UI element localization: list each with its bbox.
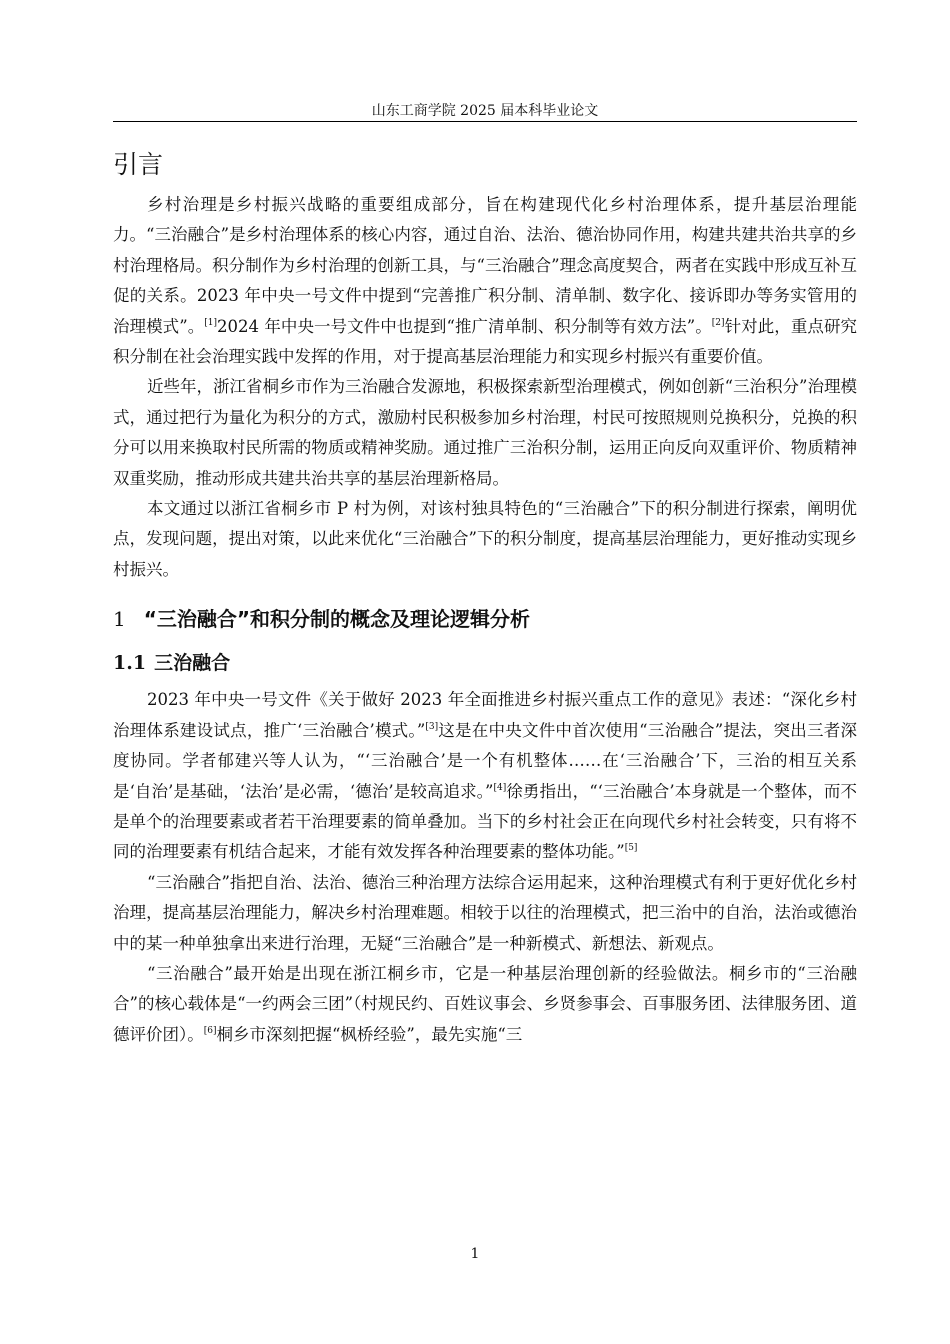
intro-paragraph-1: [113, 190, 857, 372]
header-rule: [113, 121, 857, 122]
s11-p1-text-c: 徐勇指出，“‘三治融合’本身就是一个整体，而不是单个的治理要素或者若干治理要素的简单叠加。当下的乡村社会正在向现代乡村社会转变，只有将不同的治理要素有机结合起来，才能有效发挥各种治理要素的整体功能。”: [113, 781, 857, 862]
section-1-1-number: 1.1: [113, 652, 147, 675]
s11-p1-text-a: 2023 年中央一号文件《关于做好 2023 年全面推进乡村振兴重点工作的意见》表述：“深化乡村治理体系建设试点，推广‘三治融合’模式。”: [113, 690, 857, 740]
intro-p1-text-c: 针对此，重点研究积分制在社会治理实践中发挥的作用，对于提高基层治理能力和实现乡村振兴有重要价值。: [113, 316, 858, 367]
page-number: 1: [470, 1246, 480, 1262]
section-1-heading: [113, 597, 857, 641]
citation-ref: [1]: [204, 317, 218, 328]
section-1-1-paragraph-3: [113, 959, 857, 1050]
section-1-title: “三治融合”和积分制的概念及理论逻辑分析: [143, 607, 531, 632]
section-1-number: 1: [113, 607, 126, 632]
section-1-1-paragraph-1: [113, 685, 857, 867]
citation-ref: [2]: [711, 317, 725, 328]
citation-ref: [5]: [624, 843, 638, 854]
section-1-1-title: 三治融合: [154, 652, 231, 675]
s11-p1-text-b: 这是在中央文件中首次使用“三治融合”提法，突出三者深度协同。学者郁建兴等人认为，“‘三治融合’是一个有机整体……在‘三治融合’下，三治的相互关系是‘自治’是基础，‘法治’是必需，‘德治’是较高追求。”: [113, 720, 857, 801]
intro-heading: 引言: [113, 150, 164, 179]
intro-p1-text-a: 乡村治理是乡村振兴战略的重要组成部分，旨在构建现代化乡村治理体系，提升基层治理能力。“三治融合”是乡村治理体系的核心内容，通过自治、法治、德治协同作用，构建共建共治共享的乡村治理格局。积分制作为乡村治理的创新工具，与“三治融合”理念高度契合，两者在实践中形成互补互促的关系。2023 年中央一号文件中提到“完善推广积分制、清单制、数字化、接诉即办等务实管用的治理模式”。: [113, 195, 857, 336]
section-1-1-heading: [113, 641, 857, 685]
s11-p3-text-b: 桐乡市深刻把握“枫桥经验”，最先实施“三: [216, 1024, 523, 1044]
document-body: [113, 142, 857, 1050]
citation-ref: [3]: [425, 721, 439, 732]
intro-paragraph-2: 近些年，浙江省桐乡市作为三治融合发源地，积极探索新型治理模式，例如创新“三治积分”治理模式，通过把行为量化为积分的方式，激励村民积极参加乡村治理，村民可按照规则兑换积分，兑换的积分可以用来换取村民所需的物质或精神奖励。通过推广三治积分制，运用正向反向双重评价、物质精神双重奖励，推动形成共建共治共享的基层治理新格局。: [113, 377, 857, 488]
citation-ref: [6]: [203, 1025, 217, 1036]
page-header: 山东工商学院 2025 届本科毕业论文: [371, 103, 599, 119]
section-1-1-paragraph-2: “三治融合”指把自治、法治、德治三种治理方法综合运用起来，这种治理模式有利于更好优化乡村治理，提高基层治理能力，解决乡村治理难题。相较于以往的治理模式，把三治中的自治，法治或德治中的某一种单独拿出来进行治理，无疑“三治融合”是一种新模式、新想法、新观点。: [113, 872, 857, 953]
citation-ref: [4]: [493, 782, 507, 793]
intro-paragraph-3: 本文通过以浙江省桐乡市 P 村为例，对该村独具特色的“三治融合”下的积分制进行探索，阐明优点，发现问题，提出对策，以此来优化“三治融合”下的积分制度，提高基层治理能力，更好推动实现乡村振兴。: [113, 499, 857, 579]
s11-p3-text-a: “三治融合”最开始是出现在浙江桐乡市，它是一种基层治理创新的经验做法。桐乡市的“三治融合”的核心载体是“一约两会三团”（村规民约、百姓议事会、乡贤参事会、百事服务团、法律服务团、道德评价团）。: [113, 963, 857, 1044]
intro-p1-text-b: 2024 年中央一号文件中也提到“推广清单制、积分制等有效方法”。: [217, 316, 712, 336]
